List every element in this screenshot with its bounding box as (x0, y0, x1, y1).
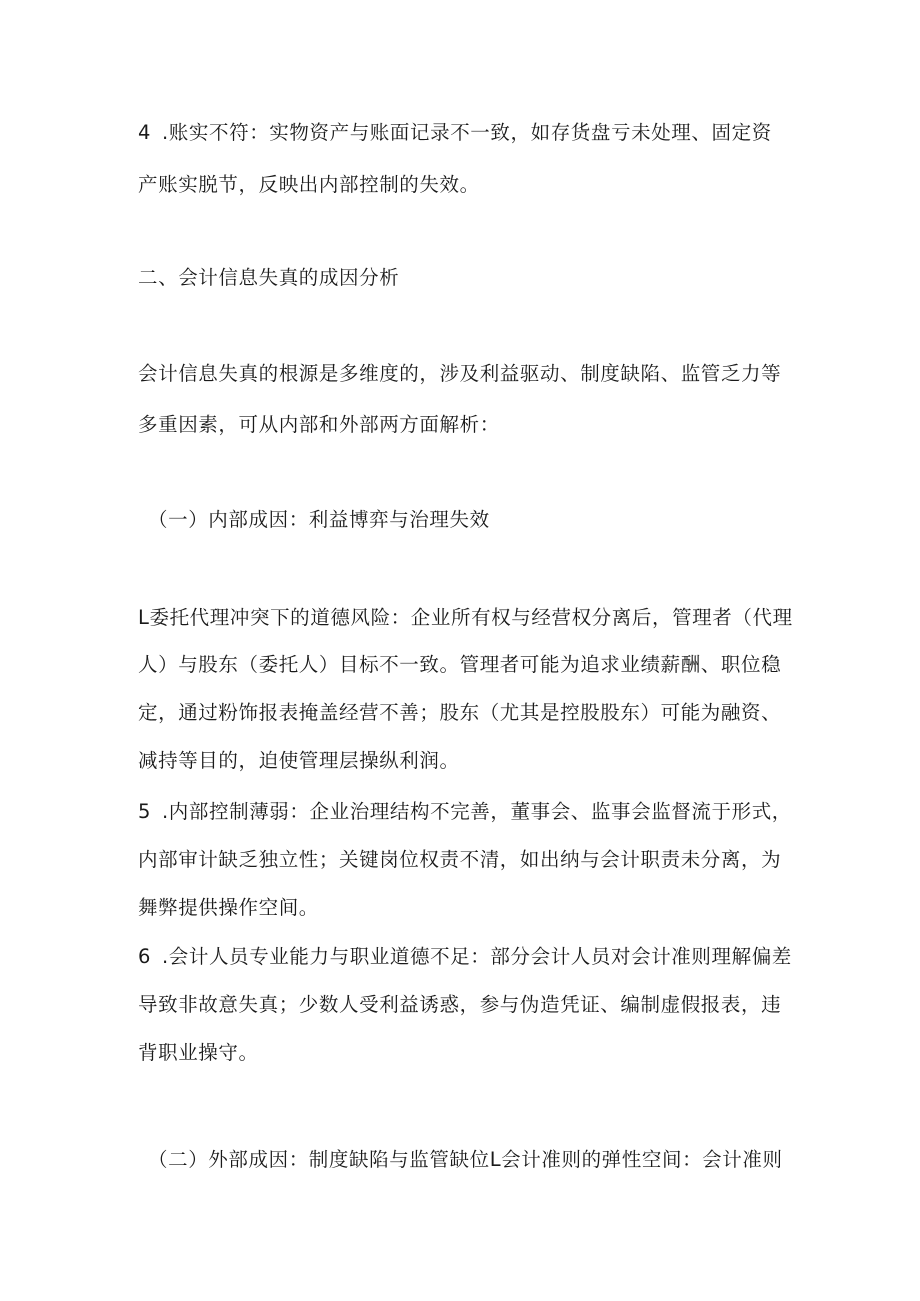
item-5-line-3: 舞弊提供操作空间。 (138, 896, 319, 919)
item-5-number: 5 (138, 800, 152, 823)
subsection-1-heading: （一）内部成因：利益博弈与治理失效 (148, 508, 490, 531)
para-l-line-4: 减持等目的，迫使管理层操纵利润。 (138, 749, 460, 772)
item-5-text-1: .内部控制薄弱：企业治理结构不完善，董事会、监事会监督流于形式， (162, 800, 792, 823)
item-4-number: 4 (138, 121, 152, 144)
intro-line-1: 会计信息失真的根源是多维度的，涉及利益驱动、制度缺陷、监管乏力等 (138, 362, 782, 385)
item-4-line-2: 产账实脱节，反映出内部控制的失效。 (138, 173, 480, 196)
para-l-line-1: L委托代理冲突下的道德风险：企业所有权与经营权分离后，管理者（代理 (138, 606, 793, 629)
para-l-line-2: 人）与股东（委托人）目标不一致。管理者可能为追求业绩薪酬、职位稳 (138, 653, 782, 676)
item-4-line-1 (138, 118, 772, 148)
item-6-number: 6 (138, 945, 152, 968)
item-6-text-1: .会计人员专业能力与职业道德不足：部分会计人员对会计准则理解偏差 (162, 945, 792, 968)
item-6-line-2: 导致非故意失真；少数人受利益诱惑，参与伪造凭证、编制虚假报表，违 (138, 993, 782, 1016)
item-6-line-3: 背职业操守。 (138, 1041, 259, 1064)
item-6-line-1 (138, 942, 792, 972)
intro-line-2: 多重因素，可从内部和外部两方面解析： (138, 413, 500, 436)
para-l-line-3: 定，通过粉饰报表掩盖经营不善；股东（尤其是控股股东）可能为融资、 (138, 701, 782, 724)
section-2-heading: 二、会计信息失真的成因分析 (138, 266, 400, 289)
item-5-line-2: 内部审计缺乏独立性；关键岗位权责不清，如出纳与会计职责未分离，为 (138, 848, 782, 871)
subsection-2-line: （二）外部成因：制度缺陷与监管缺位L会计准则的弹性空间：会计准则 (148, 1148, 783, 1171)
item-5-line-1 (138, 797, 792, 827)
item-4-text-1: .账实不符：实物资产与账面记录不一致，如存货盘亏未处理、固定资 (162, 121, 772, 144)
